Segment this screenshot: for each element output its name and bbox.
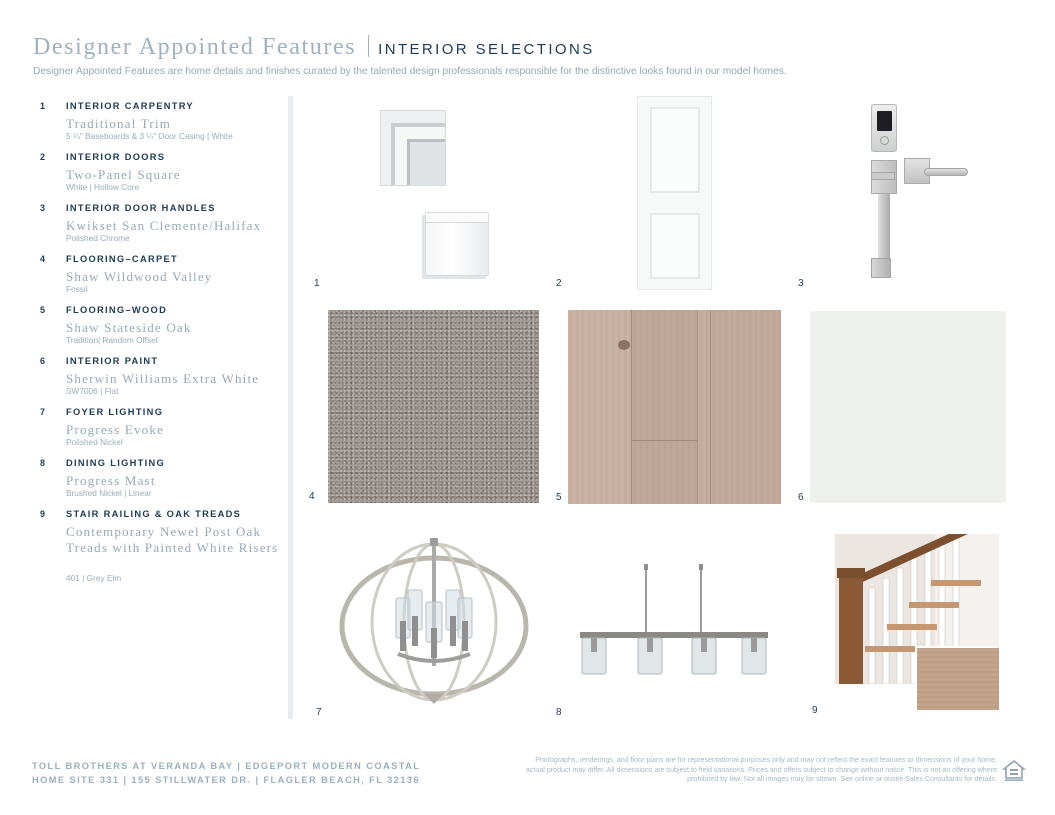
feature-detail: Fossil — [66, 284, 88, 294]
community-line: TOLL BROTHERS AT VERANDA BAY | EDGEPORT MODERN COASTAL — [32, 761, 421, 771]
wood-floor-swatch-image — [568, 310, 781, 504]
feature-detail: SW7006 | Flat — [66, 386, 119, 396]
feature-number: 3 — [40, 203, 46, 213]
two-panel-door-image — [637, 96, 712, 290]
feature-number: 4 — [40, 254, 46, 264]
feature-name: Progress Mast — [66, 473, 156, 488]
feature-category: INTERIOR DOOR HANDLES — [66, 203, 216, 213]
image-label-7: 7 — [316, 707, 322, 718]
image-label-2: 2 — [556, 278, 562, 289]
feature-category: FOYER LIGHTING — [66, 407, 164, 417]
feature-category: FLOORING–CARPET — [66, 254, 178, 264]
legal-disclaimer: Photographs, renderings, and floor plans are for representational purposes only and may not reflect the exact features or dimensions of your home; actual product may differ. All dimensions are subject to field variations. Prices and offers subject to change without notice. This is not an offering where prohibited by law. Not all images may be shown. See online or onsite Sales Consultants for details. — [525, 756, 997, 784]
feature-number: 1 — [40, 101, 46, 111]
feature-name: Two-Panel Square — [66, 167, 181, 182]
feature-number: 8 — [40, 458, 46, 468]
feature-detail: Polished Nickel — [66, 437, 123, 447]
feature-name: Contemporary Newel Post Oak Treads with Painted White Risers — [66, 524, 279, 555]
image-label-3: 3 — [798, 278, 804, 289]
feature-name: Progress Evoke — [66, 422, 165, 437]
feature-category: STAIR RAILING & OAK TREADS — [66, 509, 242, 519]
equal-housing-opportunity-icon — [1002, 758, 1026, 782]
feature-name: Shaw Stateside Oak — [66, 320, 192, 335]
feature-detail: 5 ¼" Baseboards & 3 ¼" Door Casing | White — [66, 131, 233, 141]
image-label-9: 9 — [812, 705, 818, 716]
feature-detail: Polished Chrome — [66, 233, 130, 243]
feature-category: FLOORING–WOOD — [66, 305, 168, 315]
feature-category: INTERIOR CARPENTRY — [66, 101, 194, 111]
image-label-6: 6 — [798, 492, 804, 503]
community-info — [32, 759, 420, 787]
feature-name: Traditional Trim — [66, 116, 172, 131]
page-header — [33, 34, 595, 61]
feature-detail: Tradition| Random Offset — [66, 335, 159, 345]
oak-tread-swatch-image — [917, 648, 999, 710]
paint-swatch-image — [810, 311, 1006, 503]
feature-name: Kwikset San Clemente/Halifax — [66, 218, 262, 233]
door-casing-image — [380, 110, 446, 186]
feature-detail: Brushed Nickel | Linear — [66, 488, 152, 498]
feature-category: INTERIOR DOORS — [66, 152, 166, 162]
feature-category: INTERIOR PAINT — [66, 356, 159, 366]
image-label-5: 5 — [556, 492, 562, 503]
lever-arm-image — [924, 168, 968, 176]
column-divider — [288, 96, 293, 719]
carpet-swatch-image — [328, 310, 539, 503]
title-divider — [368, 35, 369, 57]
handleset-image — [871, 160, 897, 278]
image-label-1: 1 — [314, 278, 320, 289]
page-title: Designer Appointed Features — [33, 34, 357, 60]
linear-pendant-image — [578, 564, 770, 676]
feature-category: DINING LIGHTING — [66, 458, 166, 468]
feature-number: 2 — [40, 152, 46, 162]
feature-number: 6 — [40, 356, 46, 366]
feature-name: Shaw Wildwood Valley — [66, 269, 213, 284]
feature-detail: 401 | Grey Elm — [66, 573, 122, 583]
feature-number: 9 — [40, 509, 46, 519]
feature-number: 5 — [40, 305, 46, 315]
address-line: HOME SITE 331 | 155 STILLWATER DR. | FLAGLER BEACH, FL 32136 — [32, 775, 420, 785]
baseboard-image — [425, 212, 489, 276]
image-label-4: 4 — [309, 491, 315, 502]
feature-name: Sherwin Williams Extra White — [66, 371, 260, 386]
image-label-8: 8 — [556, 707, 562, 718]
page-subtitle: INTERIOR SELECTIONS — [378, 41, 595, 58]
intro-text: Designer Appointed Features are home details and finishes curated by the talented design professionals responsible for the distinctive looks found in our model homes. — [33, 66, 787, 77]
feature-detail: White | Hollow Core — [66, 182, 140, 192]
feature-number: 7 — [40, 407, 46, 417]
keypad-deadbolt-image — [871, 104, 897, 152]
orb-chandelier-image — [336, 536, 536, 708]
